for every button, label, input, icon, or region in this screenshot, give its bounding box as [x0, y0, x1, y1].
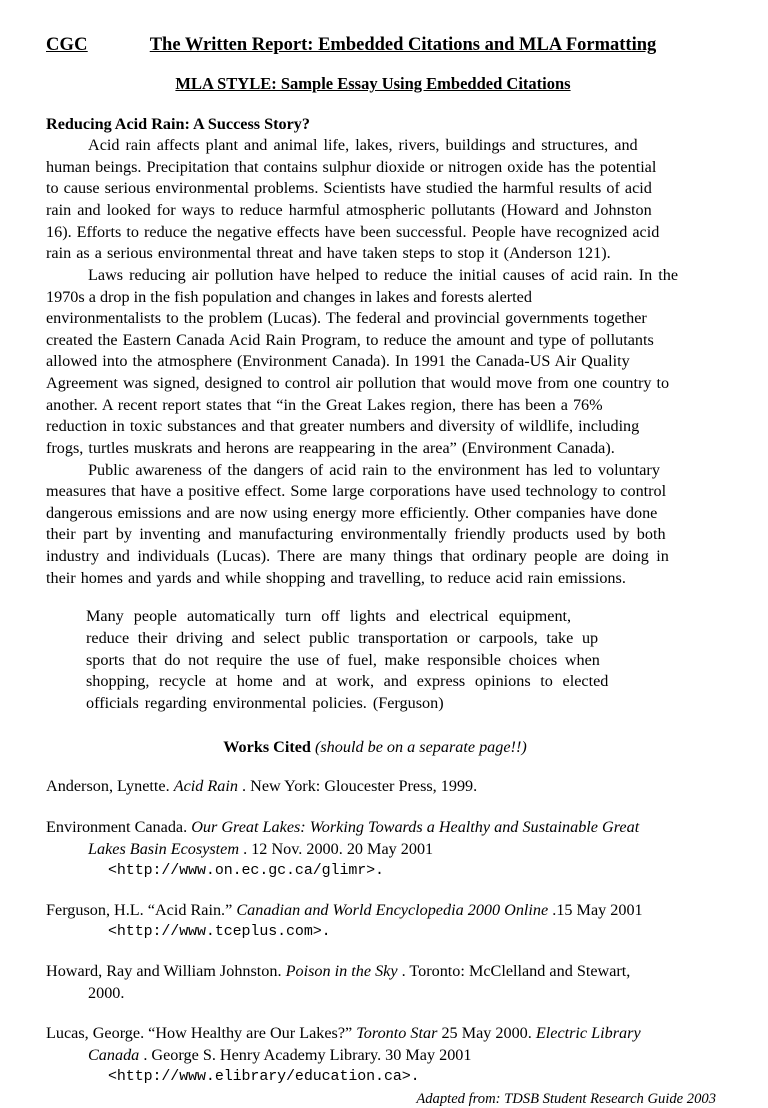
essay-line: human beings. Precipitation that contains sulphur dioxide or nitrogen oxide has the potential	[46, 157, 657, 176]
block-quote-line: officials regarding environmental policies. (Ferguson)	[86, 693, 444, 712]
document-title: The Written Report: Embedded Citations and MLA Formatting	[149, 35, 657, 55]
essay-line: to cause serious environmental problems. Scientists have studied the harmful results of acid	[46, 179, 652, 198]
citation-line	[46, 839, 722, 861]
citation-text: 2000.	[88, 983, 125, 1002]
citation-entry	[46, 961, 722, 1005]
citation-entry	[46, 900, 722, 942]
block-quote-line: sports that do not require the use of fuel, make responsible choices when	[86, 650, 600, 669]
course-code: CGC	[46, 35, 88, 55]
block-quote	[46, 606, 638, 714]
essay-paragraph	[46, 460, 722, 590]
essay-paragraph	[46, 135, 722, 265]
essay-line: measures that have a positive effect. Some large corporations have used technology to control	[46, 482, 667, 501]
essay-line: rain as a serious environmental threat and have taken steps to stop it (Anderson 121).	[46, 244, 611, 263]
citation-line	[46, 961, 722, 983]
citation-title: Canadian and World Encyclopedia 2000 Online	[236, 900, 549, 919]
essay-line: 16). Efforts to reduce the negative effects have been successful. People have recognized acid	[46, 222, 660, 241]
essay-line: Public awareness of the dangers of acid rain to the environment has led to voluntary	[88, 460, 660, 479]
citation-url[interactable]	[46, 861, 722, 881]
citation-text: Howard, Ray and William Johnston.	[46, 961, 286, 980]
citation-entry	[46, 1023, 722, 1087]
essay-line: Acid rain affects plant and animal life, lakes, rivers, buildings and structures, and	[88, 136, 638, 155]
essay-line: Laws reducing air pollution have helped to reduce the initial causes of acid rain. In the	[88, 265, 679, 284]
citation-text: Environment Canada.	[46, 818, 192, 837]
block-quote-line: Many people automatically turn off lights and electrical equipment,	[86, 607, 572, 626]
citation-title: Acid Rain	[173, 777, 238, 796]
essay-line: dangerous emissions and are now using energy more efficiently. Other companies have done	[46, 503, 658, 522]
footer-attribution: Adapted from: TDSB Student Research Guide 2003	[416, 1091, 716, 1108]
citation-text: <http://www.on.ec.gc.ca/glimr>.	[108, 861, 384, 879]
works-cited-label: Works Cited	[223, 738, 311, 757]
citation-entry	[46, 817, 722, 881]
document-header	[46, 34, 722, 57]
document-subtitle: MLA STYLE: Sample Essay Using Embedded Citations	[175, 74, 571, 94]
essay-title: Reducing Acid Rain: A Success Story?	[46, 115, 310, 134]
citation-line	[46, 1045, 722, 1067]
citation-url[interactable]	[46, 922, 722, 942]
essay-body	[46, 135, 722, 589]
essay-paragraph	[46, 265, 722, 460]
citation-line	[46, 776, 722, 798]
citation-text: Ferguson, H.L. “Acid Rain.”	[46, 900, 237, 919]
block-quote-line: reduce their driving and select public transportation or carpools, take up	[86, 628, 599, 647]
essay-line: their homes and yards and while shopping and travelling, to reduce acid rain emissions.	[46, 568, 626, 587]
essay-line: frogs, turtles muskrats and herons are reappearing in the area” (Environment Canada).	[46, 438, 615, 457]
block-quote-line: shopping, recycle at home and at work, and express opinions to elected	[86, 672, 609, 691]
citation-text: <http://www.elibrary/education.ca>.	[108, 1068, 420, 1086]
citation-title: Poison in the Sky	[285, 961, 398, 980]
citation-title: Toronto Star	[356, 1024, 438, 1043]
citation-text: . Toronto: McClelland and Stewart,	[397, 961, 631, 980]
essay-line: allowed into the atmosphere (Environment Canada). In 1991 the Canada-US Air Quality	[46, 352, 630, 371]
essay-line: industry and individuals (Lucas). There are many things that ordinary people are doing in	[46, 547, 669, 566]
citation-text: . 12 Nov. 2000. 20 May 2001	[239, 840, 434, 858]
citation-text: .15 May 2001	[548, 900, 643, 919]
citation-title: Our Great Lakes: Working Towards a Healthy and Sustainable Great	[191, 818, 640, 837]
citation-url[interactable]	[46, 1067, 722, 1087]
citation-title: Canada	[88, 1046, 140, 1065]
citation-text: . George S. Henry Academy Library. 30 May 2001	[139, 1046, 472, 1065]
essay-line: rain and looked for ways to reduce harmful atmospheric pollutants (Howard and Johnston	[46, 201, 652, 220]
essay-line: Agreement was signed, designed to control air pollution that would move from one country to	[46, 374, 670, 393]
citation-entry	[46, 776, 722, 798]
citation-line	[46, 817, 722, 839]
document-content	[46, 34, 722, 1108]
essay-line: created the Eastern Canada Acid Rain Program, to reduce the amount and type of pollutants	[46, 330, 654, 349]
essay-line: reduction in toxic substances and that greater numbers and diversity of wildlife, including	[46, 417, 640, 436]
essay-line: another. A recent report states that “in the Great Lakes region, there has been a 76%	[46, 395, 603, 414]
citation-text: 25 May 2000.	[437, 1024, 536, 1043]
citation-title: Electric Library	[535, 1024, 641, 1043]
citation-text: <http://www.tceplus.com>.	[108, 922, 331, 940]
citation-text: Anderson, Lynette.	[46, 777, 174, 796]
essay-line: environmentalists to the problem (Lucas). The federal and provincial governments together	[46, 309, 647, 328]
citation-title: Lakes Basin Ecosystem	[88, 840, 240, 858]
essay-line: their part by inventing and manufacturing environmentally friendly products used by both	[46, 525, 666, 544]
essay-line: 1970s a drop in the fish population and changes in lakes and forests alerted	[46, 287, 532, 306]
citation-line	[46, 900, 722, 922]
citation-line	[46, 1023, 722, 1045]
works-cited-note: (should be on a separate page!!)	[314, 738, 527, 757]
citation-text: . New York: Gloucester Press, 1999.	[237, 777, 478, 796]
works-cited-heading	[46, 738, 722, 757]
works-cited-list	[46, 776, 722, 1087]
citation-text: Lucas, George. “How Healthy are Our Lakes?”	[46, 1024, 357, 1043]
